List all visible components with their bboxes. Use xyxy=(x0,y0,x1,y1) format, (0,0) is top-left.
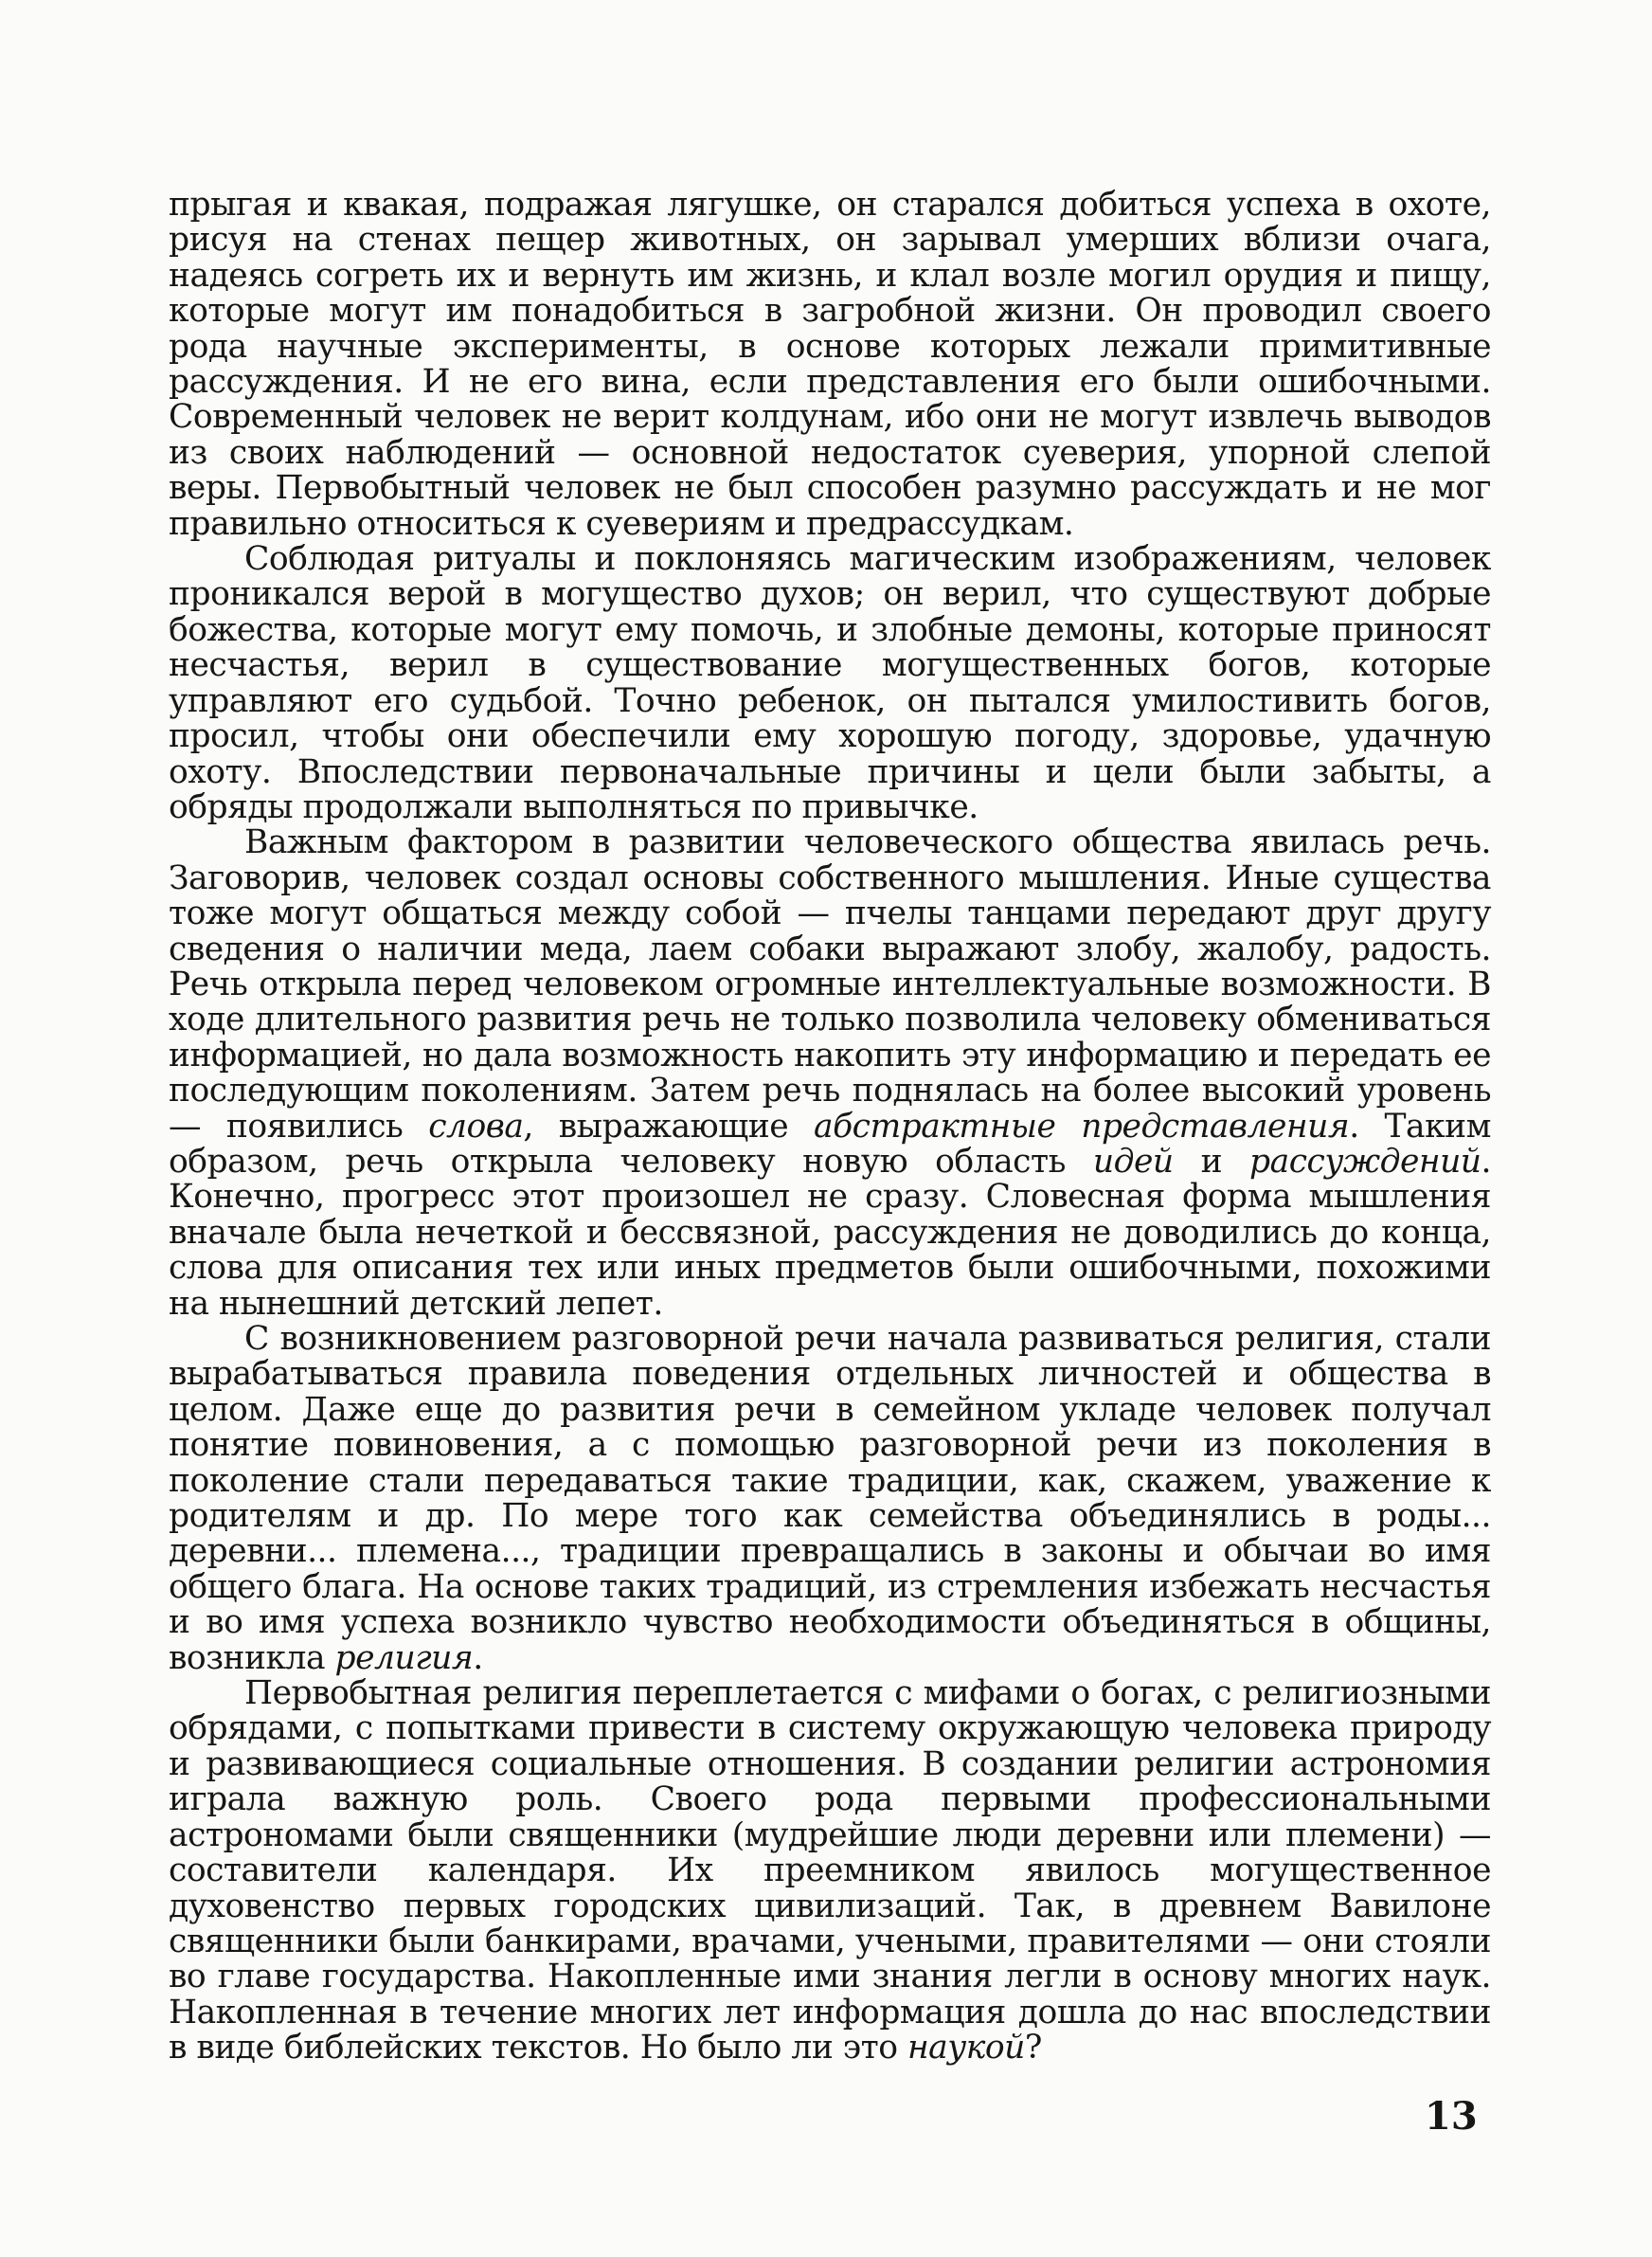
paragraph-3-text: и xyxy=(1173,1142,1250,1181)
paragraph-2 xyxy=(169,542,1491,825)
italic-term-abstract-ideas: абстрактные представления xyxy=(814,1107,1350,1146)
body-text xyxy=(169,188,1491,2067)
paragraph-3-text: . Конечно, прогресс этот произошел не сразу. Словесная форма мышления вначале была нечеткой и бессвязной, рассуждения не доводились до конца, слова для описания тех или иных предметов были ошибочными, похожими на нынешний детский лепет. xyxy=(169,1142,1491,1323)
italic-term-rassuzhdeniy: рассуждений xyxy=(1249,1142,1481,1181)
paragraph-3 xyxy=(169,825,1491,1322)
paragraph-5-text: Первобытная религия переплетается с мифами о богах, с религиозными обрядами, с попытками привести в систему окружающую человека природу и развивающиеся социальные отношения. В создании религии астрономия играла важную роль. Своего рода первыми профессиональными астрономами были священники (мудрейшие люди деревни или племени) — составители календаря. Их преемником явилось могущественное духовенство первых городских цивилизаций. Так, в древнем Вавилоне священники были банкирами, врачами, учеными, правителями — они стояли во главе государства. Накопленные ими знания легли в основу многих наук. Накопленная в течение многих лет информация дошла до нас впоследствии в виде библейских текстов. Но было ли это xyxy=(169,1674,1491,2067)
paragraph-1 xyxy=(169,188,1491,542)
italic-term-idei: идей xyxy=(1092,1142,1174,1181)
paragraph-4-text: С возникновением разговорной речи начала развиваться религия, стали вырабатываться правила поведения отдельных личностей и общества в целом. Даже еще до развития речи в семейном укладе человек получал понятие повиновения, а с помощью разговорной речи из поколения в поколение стали передаваться такие традиции, как, скажем, уважение к родителям и др. По мере того как семейства объединялись в роды... деревни... племена..., традиции превращались в законы и обычаи во имя общего блага. На основе таких традиций, из стремления избежать несчастья и во имя успеха возникло чувство необходимости объединяться в общины, возникла xyxy=(169,1320,1491,1677)
paragraph-5-text: ? xyxy=(1024,2029,1042,2067)
paragraph-3-text: . Таким образом, речь открыла человеку новую область xyxy=(169,1107,1491,1181)
paragraph-4-text: . xyxy=(473,1638,483,1677)
italic-term-slova: слова xyxy=(428,1107,524,1146)
paragraph-5 xyxy=(169,1676,1491,2066)
paragraph-2-text: Соблюдая ритуалы и поклоняясь магическим изображениям, человек проникался верой в могущество духов; он верил, что существуют добрые божества, которые могут ему помочь, и злобные демоны, которые приносят несчастья, верил в существование могущественных богов, которые управляют его судьбой. Точно ребенок, он пытался умилостивить богов, просил, чтобы они обеспечили ему хорошую погоду, здоровье, удачную охоту. Впоследствии первоначальные причины и цели были забыты, а обряды продолжали выполняться по привычке. xyxy=(169,540,1491,826)
italic-term-religiya: религия xyxy=(334,1638,474,1677)
paragraph-1-text: прыгая и квакая, подражая лягушке, он старался добиться успеха в охоте, рисуя на стенах пещер животных, он зарывал умерших вблизи очага, надеясь согреть их и вернуть им жизнь, и клал возле могил орудия и пищу, которые могут им понадобиться в загробной жизни. Он проводил своего рода научные эксперименты, в основе которых лежали примитивные рассуждения. И не его вина, если представления его были ошибочными. Современный человек не верит колдунам, ибо они не могут извлечь выводов из своих наблюдений — основной недостаток суеверия, упорной слепой веры. Первобытный человек не был способен разумно рассуждать и не мог правильно относиться к суевериям и предрассудкам. xyxy=(169,186,1491,543)
paragraph-3-text: Важным фактором в развитии человеческого общества явилась речь. Заговорив, человек создал основы собственного мышления. Иные существа тоже могут общаться между собой — пчелы танцами передают друг другу сведения о наличии меда, лаем собаки выражают злобу, жалобу, радость. Речь открыла перед человеком огромные интеллектуальные возможности. В ходе длительного развития речь не только позволила человеку обмениваться информацией, но дала возможность накопить эту информацию и передать ее последующим поколениям. Затем речь поднялась на более высокий уровень — появились xyxy=(169,823,1491,1146)
italic-term-naukoy: наукой xyxy=(907,2029,1025,2067)
paragraph-3-text: , выражающие xyxy=(523,1107,814,1146)
page-number: 13 xyxy=(1425,2094,1478,2139)
paragraph-4 xyxy=(169,1322,1491,1676)
